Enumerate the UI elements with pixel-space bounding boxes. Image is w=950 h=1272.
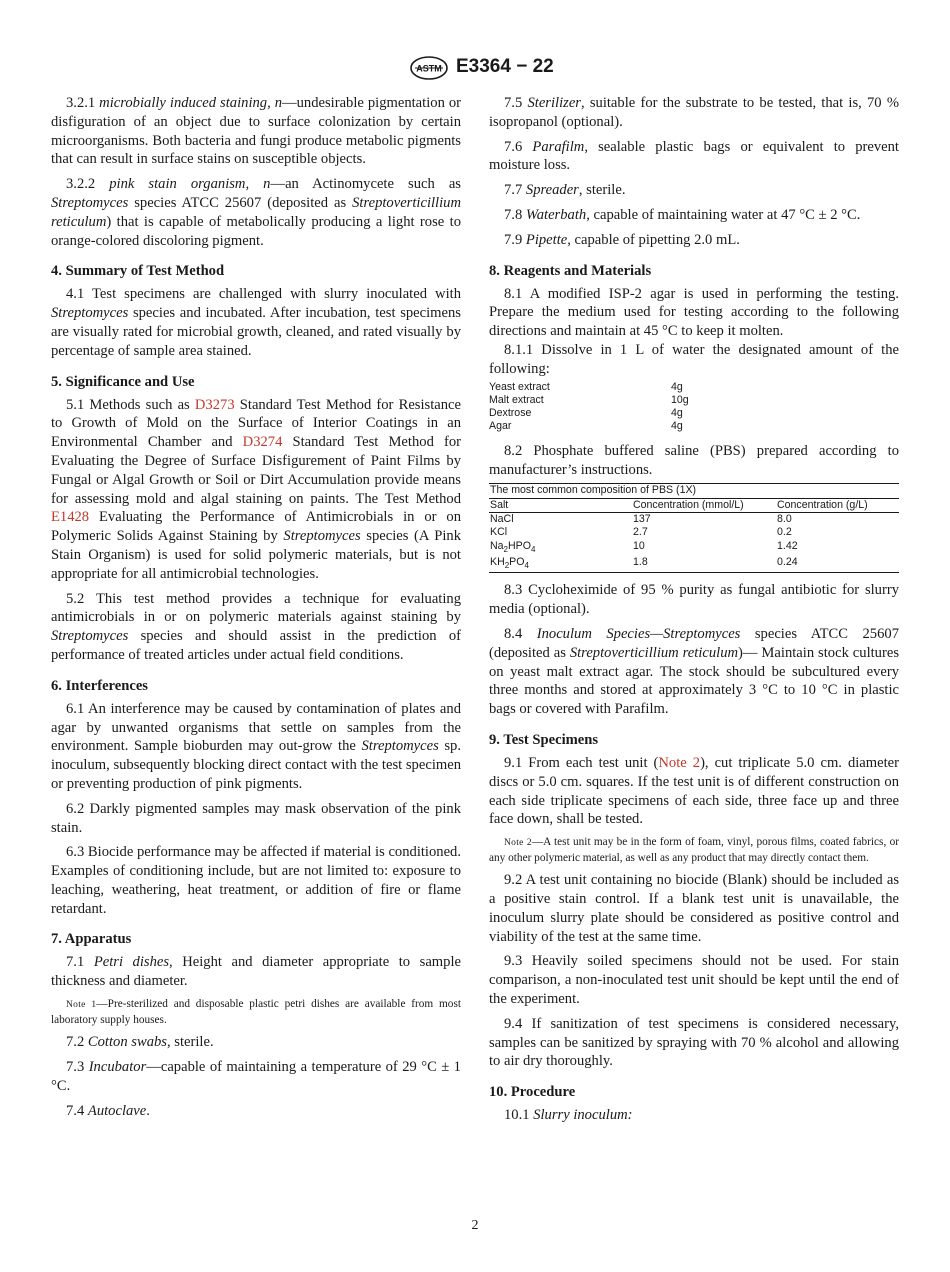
logo-text: ASTM [416, 63, 442, 74]
paragraph-7-4: 7.4 Autoclave. [66, 1102, 150, 1119]
astm-logo-icon [409, 56, 449, 80]
link-note-2[interactable]: Note 2 [658, 754, 701, 771]
paragraph-3-2-1: 3.2.1 microbially induced staining, n—undesirable pigmentation or disfiguration of an object due to surface colonization by certain microorganisms. Both bacteria and fungi produce metabolic pigments that can result in surface stains on susceptible objects. [51, 95, 461, 168]
table-row: Dextrose 4g [489, 407, 683, 420]
paragraph-6-2: 6.2 Darkly pigmented samples may mask observation of the pink stain. [51, 800, 461, 836]
page-header [0, 56, 950, 82]
left-column [51, 94, 461, 1126]
paragraph-9-3: 9.3 Heavily soiled specimens should not be used. For stain comparison, a non-inoculated test unit should be kept until the end of the experiment. [489, 953, 899, 1008]
paragraph-7-6: 7.6 Parafilm, sealable plastic bags or equivalent to prevent moisture loss. [489, 138, 899, 174]
paragraph-8-1: 8.1 A modified ISP-2 agar is used in performing the testing. Prepare the medium used for testing according to the following directions and maintain at 45 °C to keep it molten. [489, 285, 899, 340]
table-header-row: Salt Concentration (mmol/L) Concentration (g/L) [489, 498, 899, 512]
paragraph-6-3: 6.3 Biocide performance may be affected if material is conditioned. Examples of conditioning include, but are not limited to: exposure to leaching, weathering, heat treatment, or addition of fire or flame retardant. [51, 844, 461, 917]
paragraph-3-2-2: 3.2.2 pink stain organism, n—an Actinomycete such as Streptomyces species ATCC 25607 (deposited as Streptoverticillium reticulum) that is capable of metabolically producing a light rose to orange-colored discoloring pigment. [51, 176, 461, 249]
paragraph-5-1: 5.1 Methods such as D3273 Standard Test Method for Resistance to Growth of Mold on the Surface of Interior Coatings in an Environmental Chamber and D3274 Standard Test Method for Evaluating the Degree of Surface Disfigurement of Paint Films by Fungal or Algal Growth or Soil or Dirt Accumulation provide means for assessing mold and algal staining on paints. The Test Method E1428 Evaluating the Performance of Antimicrobials in or on Polymeric Solids Against Staining by Streptomyces species (A Pink Stain Organism) is used for solid polymeric materials, but is not appropriate for all antimicrobial technologies. [51, 396, 461, 582]
note-1: Note 1—Pre-sterilized and disposable plastic petri dishes are available from most laboratory supply houses. [51, 998, 461, 1026]
paragraph-8-3: 8.3 Cycloheximide of 95 % purity as fungal antibiotic for slurry media (optional). [489, 582, 899, 618]
section-5-heading: 5. Significance and Use [51, 373, 195, 390]
table-row: Malt extract 10g [489, 393, 689, 406]
paragraph-7-5: 7.5 Sterilizer, suitable for the substrate to be tested, that is, 70 % isopropanol (optional). [489, 95, 899, 130]
section-7-heading: 7. Apparatus [51, 931, 132, 948]
table-row: $Na_2HPO_4$ 10 1.42 [490, 539, 798, 554]
paragraph-7-7: 7.7 Spreader, sterile. [504, 182, 626, 199]
pbs-table-caption: The most common composition of PBS (1X) [489, 484, 899, 498]
table-row: $KH_2PO_4$ 1.8 0.24 [489, 556, 899, 573]
link-d3274[interactable]: D3274 [242, 434, 283, 451]
table-row: Yeast extract 4g [489, 380, 683, 393]
paragraph-7-2: 7.2 Cotton swabs, sterile. [66, 1034, 214, 1051]
section-4-heading: 4. Summary of Test Method [51, 263, 225, 280]
paragraph-6-1: 6.1 An interference may be caused by contamination of plates and agar by unwanted organisms that settle on samples from the environment. Sample bioburden may out-grow the Streptomyces sp. inoculum, subsequently blocking direct contact with the test specimen or preventing production of pink pigments. [51, 700, 462, 792]
paragraph-9-1: 9.1 From each test unit (Note 2), cut triplicate 5.0 cm. diameter discs or 5.0 cm. squares. If the test unit is of different construction on each side triplicate specimens of each side, three face up and three face down, shall be tested. [489, 754, 899, 828]
paragraph-8-1-1: 8.1.1 Dissolve in 1 L of water the designated amount of the following: [489, 341, 899, 377]
paragraph-7-1: 7.1 Petri dishes, Height and diameter appropriate to sample thickness and diameter. [51, 954, 461, 990]
table-row: Agar 4g [489, 420, 683, 433]
table-row: KCl 2.7 0.2 [490, 526, 792, 539]
paragraph-7-3: 7.3 Incubator—capable of maintaining a temperature of 29 °C ± 1 °C. [51, 1059, 461, 1094]
paragraph-9-2: 9.2 A test unit containing no biocide (Blank) should be included as a positive stain control. If a blank test unit is unavailable, the inoculum slurry plate should be considered as positive control and viability of the test at the same time. [489, 872, 899, 945]
media-table [489, 381, 749, 434]
paragraph-7-9: 7.9 Pipette, capable of pipetting 2.0 mL. [504, 231, 740, 248]
right-column [489, 94, 899, 1131]
paragraph-5-2: 5.2 This test method provides a technique for evaluating antimicrobials in or on polymeric materials against staining by Streptomyces species and should assist in the prediction of performance of treated articles under actual field conditions. [51, 590, 461, 663]
paragraph-8-4: 8.4 Inoculum Species—Streptomyces species ATCC 25607 (deposited as Streptoverticillium reticulum)— Maintain stock cultures on yeast malt extract agar. The stock should be subcultured every three months and stored at approximately 3 °C to 10 °C in plastic bags or covered with Parafilm. [489, 625, 899, 718]
table-caption-row [489, 484, 899, 498]
table-row: NaCl 137 8.0 [490, 512, 792, 525]
link-e1428[interactable]: E1428 [51, 509, 90, 526]
section-9-heading: 9. Test Specimens [489, 731, 599, 748]
document-code: E3364 − 22 [456, 56, 554, 77]
section-8-heading: 8. Reagents and Materials [489, 262, 652, 279]
note-2: Note 2—A test unit may be in the form of foam, vinyl, porous films, coated fabrics, or any other polymeric material, as well as any product that may directly contact them. [489, 836, 899, 864]
pbs-table [489, 483, 899, 573]
paragraph-10-1: 10.1 Slurry inoculum: [504, 1107, 633, 1124]
paragraph-8-2: 8.2 Phosphate buffered saline (PBS) prepared according to manufacturer’s instructions. [489, 442, 899, 478]
section-6-heading: 6. Interferences [51, 677, 148, 694]
link-d3273[interactable]: D3273 [194, 396, 235, 413]
paragraph-4-1: 4.1 Test specimens are challenged with slurry inoculated with Streptomyces species and incubated. After incubation, test specimens are visually rated for microbial growth, cleaned, and rated visually by percentage of sample area stained. [51, 286, 461, 359]
section-10-heading: 10. Procedure [489, 1084, 576, 1101]
paragraph-9-4: 9.4 If sanitization of test specimens is considered necessary, samples can be sanitized by spraying with 70 % alcohol and allowing to air dry thoroughly. [489, 1015, 899, 1070]
paragraph-7-8: 7.8 Waterbath, capable of maintaining water at 47 °C ± 2 °C. [504, 206, 861, 223]
page-number: 2 [471, 1218, 479, 1233]
